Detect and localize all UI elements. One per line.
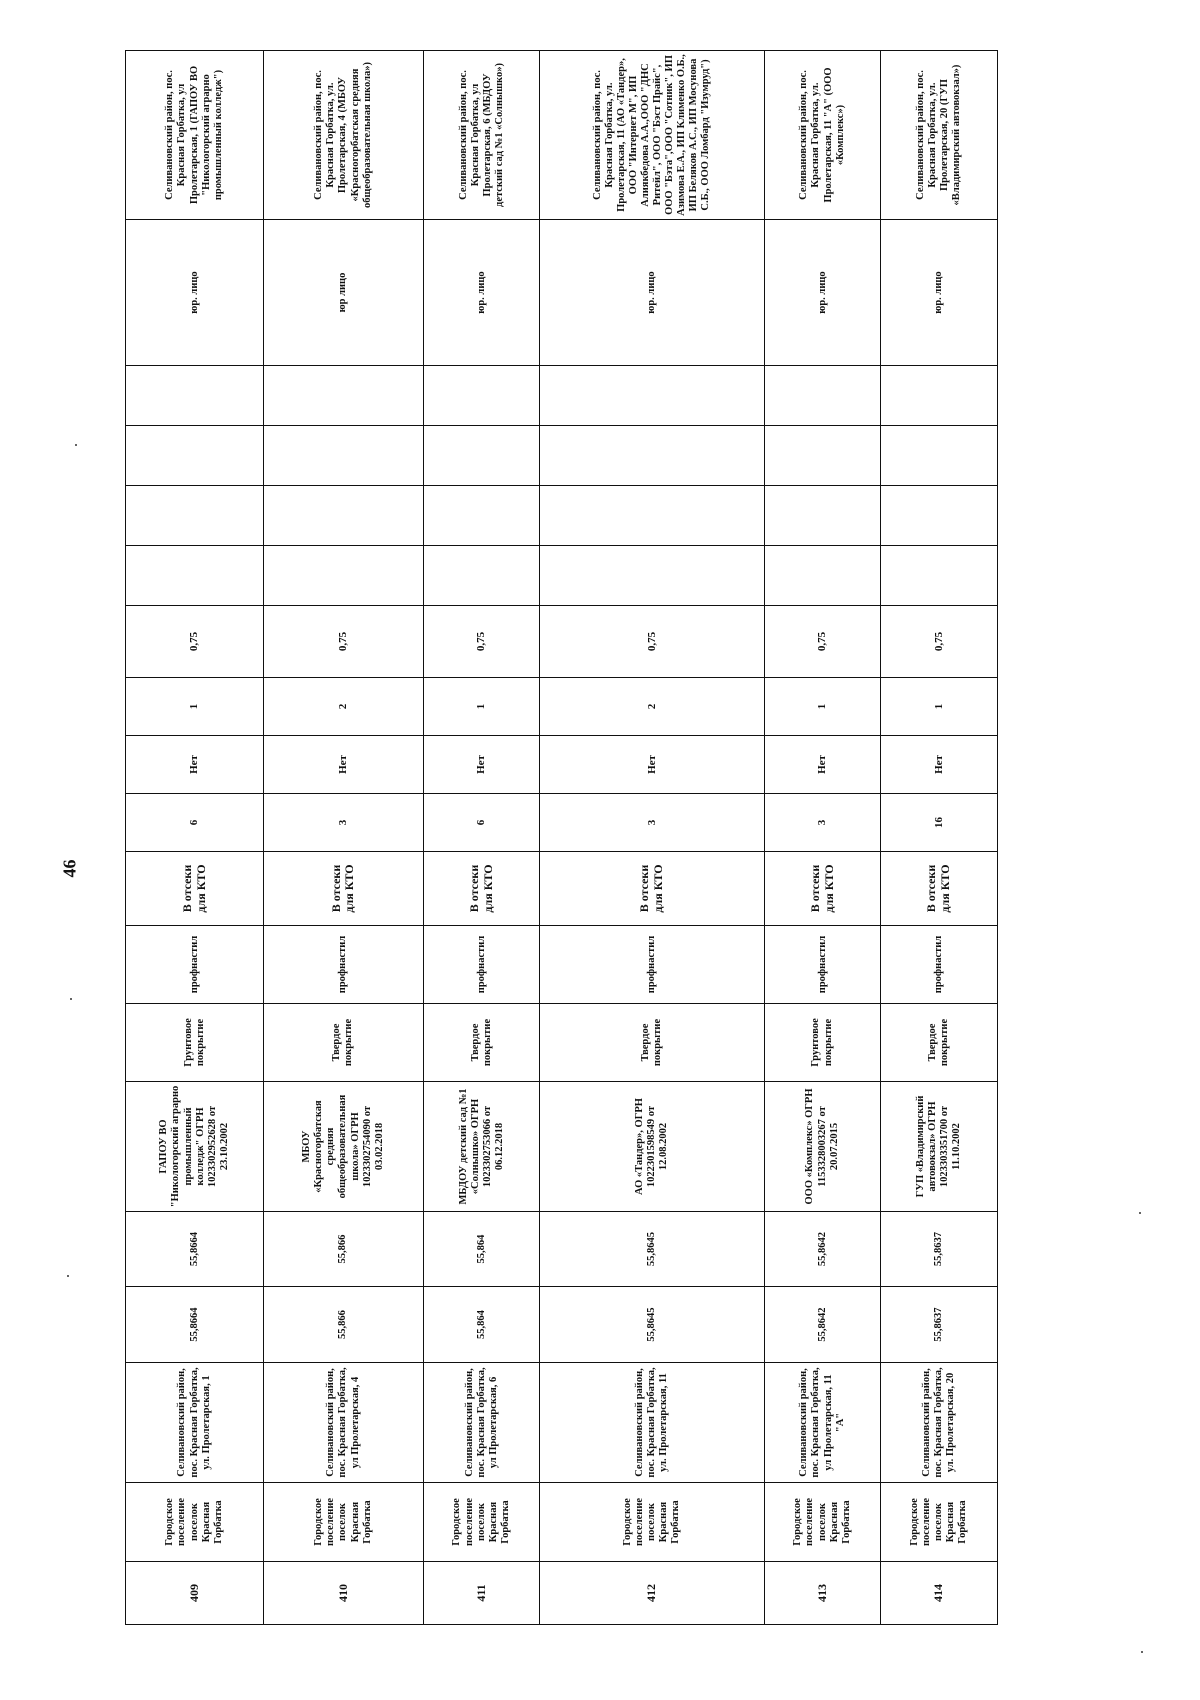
cell-shed: Нет bbox=[423, 736, 540, 794]
cell-area: 3 bbox=[540, 794, 764, 852]
cell-empty bbox=[881, 546, 998, 606]
cell-owner: АО «Тандер», ОГРН 1022301598549 от 12.08.2002 bbox=[540, 1082, 764, 1212]
cell-longitude: 55,866 bbox=[264, 1212, 424, 1287]
cell-shed: Нет bbox=[881, 736, 998, 794]
cell-settlement: Городское поселение поселок Красная Горбатка bbox=[764, 1483, 881, 1562]
cell-empty bbox=[764, 366, 881, 426]
cell-surface: Твердое покрытие bbox=[423, 1004, 540, 1082]
cell-surface: Твердое покрытие bbox=[264, 1004, 424, 1082]
cell-number: 410 bbox=[264, 1562, 424, 1625]
cell-latitude: 55,8637 bbox=[881, 1287, 998, 1363]
table-row bbox=[126, 51, 264, 1625]
cell-number: 413 bbox=[764, 1562, 881, 1625]
cell-entity-type: юр. лицо bbox=[764, 220, 881, 366]
cell-area: 16 bbox=[881, 794, 998, 852]
cell-empty bbox=[423, 486, 540, 546]
cell-settlement: Городское поселение поселок Красная Горбатка bbox=[423, 1483, 540, 1562]
page-number: 46 bbox=[59, 859, 80, 878]
cell-fence: профнастил bbox=[126, 926, 264, 1004]
cell-type: В отсеки для КТО bbox=[423, 852, 540, 926]
cell-empty bbox=[126, 486, 264, 546]
cell-owner: ООО «Комплекс» ОГРН 1153328003267 от 20.07.2015 bbox=[764, 1082, 881, 1212]
scan-speck bbox=[1139, 1212, 1141, 1214]
cell-latitude: 55,8645 bbox=[540, 1287, 764, 1363]
cell-area: 3 bbox=[264, 794, 424, 852]
cell-empty bbox=[423, 546, 540, 606]
table-row bbox=[423, 51, 540, 1625]
cell-waste-source: Селивановский район, пос. Красная Горбатка, ул Пролетарская, 6 (МБДОУ детский сад №1 «Солнышко») bbox=[423, 51, 540, 220]
cell-empty bbox=[540, 486, 764, 546]
cell-longitude: 55,864 bbox=[423, 1212, 540, 1287]
table-row bbox=[264, 51, 424, 1625]
cell-type: В отсеки для КТО bbox=[126, 852, 264, 926]
cell-volume: 0,75 bbox=[423, 606, 540, 678]
cell-settlement: Городское поселение поселок Красная Горбатка bbox=[126, 1483, 264, 1562]
cell-entity-type: юр лицо bbox=[264, 220, 424, 366]
cell-waste-source: Селивановский район, пос. Красная Горбатка, ул Пролетарская, 1 (ГАПОУ ВО "Никологорский аграрно промышленный колледж") bbox=[126, 51, 264, 220]
cell-empty bbox=[764, 426, 881, 486]
cell-type: В отсеки для КТО bbox=[881, 852, 998, 926]
cell-owner: ГУП «Владимирский автовокзал» ОГРН 1023303351700 от 11.10.2002 bbox=[881, 1082, 998, 1212]
cell-empty bbox=[540, 366, 764, 426]
table-row bbox=[764, 51, 881, 1625]
cell-waste-source: Селивановский район, пос. Красная Горбатка, ул. Пролетарская, 4 (МБОУ «Красногорбатская средняя общеобразовательная школа») bbox=[264, 51, 424, 220]
cell-empty bbox=[881, 486, 998, 546]
cell-waste-source: Селивановский район, пос. Красная Горбатка, ул. Пролетарская, 20 (ГУП «Владимирский автовокзал») bbox=[881, 51, 998, 220]
cell-volume: 0,75 bbox=[881, 606, 998, 678]
cell-entity-type: юр. лицо bbox=[881, 220, 998, 366]
cell-settlement: Городское поселение поселок Красная Горбатка bbox=[264, 1483, 424, 1562]
cell-settlement: Городское поселение поселок Красная Горбатка bbox=[540, 1483, 764, 1562]
cell-count: 2 bbox=[264, 678, 424, 736]
cell-owner: МБДОУ детский сад №1 «Солнышко» ОГРН 1023302753066 от 06.12.2018 bbox=[423, 1082, 540, 1212]
cell-fence: профнастил bbox=[423, 926, 540, 1004]
cell-type: В отсеки для КТО bbox=[540, 852, 764, 926]
cell-number: 412 bbox=[540, 1562, 764, 1625]
registry-table-rotated bbox=[125, 54, 998, 1625]
cell-area: 6 bbox=[126, 794, 264, 852]
cell-empty bbox=[764, 486, 881, 546]
cell-latitude: 55,8642 bbox=[764, 1287, 881, 1363]
cell-entity-type: юр. лицо bbox=[423, 220, 540, 366]
cell-count: 1 bbox=[764, 678, 881, 736]
scan-speck bbox=[1141, 1651, 1143, 1653]
cell-shed: Нет bbox=[264, 736, 424, 794]
cell-longitude: 55,8645 bbox=[540, 1212, 764, 1287]
cell-address: Селивановский район, пос. Красная Горбатка, ул Пролетарская, 4 bbox=[264, 1363, 424, 1483]
cell-count: 1 bbox=[126, 678, 264, 736]
cell-number: 409 bbox=[126, 1562, 264, 1625]
cell-volume: 0,75 bbox=[540, 606, 764, 678]
cell-count: 1 bbox=[423, 678, 540, 736]
registry-table bbox=[125, 50, 998, 1625]
cell-address: Селивановский район, пос. Красная Горбатка, ул. Пролетарская, 20 bbox=[881, 1363, 998, 1483]
scan-speck bbox=[75, 444, 77, 446]
cell-type: В отсеки для КТО bbox=[764, 852, 881, 926]
cell-longitude: 55,8664 bbox=[126, 1212, 264, 1287]
cell-latitude: 55,864 bbox=[423, 1287, 540, 1363]
cell-empty bbox=[423, 366, 540, 426]
cell-address: Селивановский район, пос. Красная Горбатка, ул. Пролетарская, 1 bbox=[126, 1363, 264, 1483]
cell-fence: профнастил bbox=[764, 926, 881, 1004]
cell-empty bbox=[881, 426, 998, 486]
cell-number: 411 bbox=[423, 1562, 540, 1625]
cell-count: 1 bbox=[881, 678, 998, 736]
cell-empty bbox=[540, 426, 764, 486]
cell-fence: профнастил bbox=[881, 926, 998, 1004]
cell-number: 414 bbox=[881, 1562, 998, 1625]
cell-entity-type: юр. лицо bbox=[126, 220, 264, 366]
cell-empty bbox=[126, 546, 264, 606]
cell-waste-source: Селивановский район, пос. Красная Горбатка, ул. Пролетарская, 11 (АО «Тандер», ООО "Интернет М", ИП Алиякбедова А.А.,ООО "ДНС Ритейл", ООО "Бэст Прайс", ООО "Бэта",ООО "Сотник", ИП Азимова Е.А., ИП Клименко О.Б., ИП Беляков А.С., ИП Мосунова С.Б., ООО Ломбард "Изумруд") bbox=[540, 51, 764, 220]
cell-volume: 0,75 bbox=[764, 606, 881, 678]
cell-address: Селивановский район, пос. Красная Горбатка, ул Пролетарская, 11 "А" bbox=[764, 1363, 881, 1483]
cell-empty bbox=[423, 426, 540, 486]
cell-volume: 0,75 bbox=[126, 606, 264, 678]
cell-count: 2 bbox=[540, 678, 764, 736]
cell-longitude: 55,8642 bbox=[764, 1212, 881, 1287]
cell-empty bbox=[264, 546, 424, 606]
table-row bbox=[881, 51, 998, 1625]
scan-speck bbox=[70, 998, 72, 1000]
cell-area: 3 bbox=[764, 794, 881, 852]
cell-empty bbox=[264, 426, 424, 486]
cell-type: В отсеки для КТО bbox=[264, 852, 424, 926]
cell-fence: профнастил bbox=[540, 926, 764, 1004]
cell-longitude: 55,8637 bbox=[881, 1212, 998, 1287]
cell-owner: МБОУ «Красногорбатская средняя общеобразовательная школа» ОГРН 1023302754090 от 03.02.2018 bbox=[264, 1082, 424, 1212]
cell-settlement: Городское поселение поселок Красная Горбатка bbox=[881, 1483, 998, 1562]
cell-area: 6 bbox=[423, 794, 540, 852]
cell-shed: Нет bbox=[540, 736, 764, 794]
cell-fence: профнастил bbox=[264, 926, 424, 1004]
cell-empty bbox=[764, 546, 881, 606]
cell-address: Селивановский район, пос. Красная Горбатка, ул. Пролетарская, 11 bbox=[540, 1363, 764, 1483]
cell-empty bbox=[126, 366, 264, 426]
cell-shed: Нет bbox=[764, 736, 881, 794]
cell-entity-type: юр. лицо bbox=[540, 220, 764, 366]
cell-owner: ГАПОУ ВО "Никологорский аграрно промышленный колледж" ОГРН 1023302952628 от 23.10.2002 bbox=[126, 1082, 264, 1212]
scan-speck bbox=[67, 1275, 69, 1277]
cell-surface: Грунтовое покрытие bbox=[764, 1004, 881, 1082]
cell-address: Селивановский район, пос. Красная Горбатка, ул Пролетарская, 6 bbox=[423, 1363, 540, 1483]
cell-empty bbox=[881, 366, 998, 426]
cell-shed: Нет bbox=[126, 736, 264, 794]
cell-latitude: 55,8664 bbox=[126, 1287, 264, 1363]
cell-empty bbox=[264, 486, 424, 546]
cell-surface: Твердое покрытие bbox=[881, 1004, 998, 1082]
table-row bbox=[540, 51, 764, 1625]
cell-empty bbox=[264, 366, 424, 426]
cell-waste-source: Селивановский район, пос. Красная Горбатка, ул. Пролетарская, 11 "А" (ООО «Комплекс») bbox=[764, 51, 881, 220]
cell-surface: Грунтовое покрытие bbox=[126, 1004, 264, 1082]
cell-volume: 0,75 bbox=[264, 606, 424, 678]
cell-surface: Твердое покрытие bbox=[540, 1004, 764, 1082]
cell-latitude: 55,866 bbox=[264, 1287, 424, 1363]
cell-empty bbox=[540, 546, 764, 606]
cell-empty bbox=[126, 426, 264, 486]
